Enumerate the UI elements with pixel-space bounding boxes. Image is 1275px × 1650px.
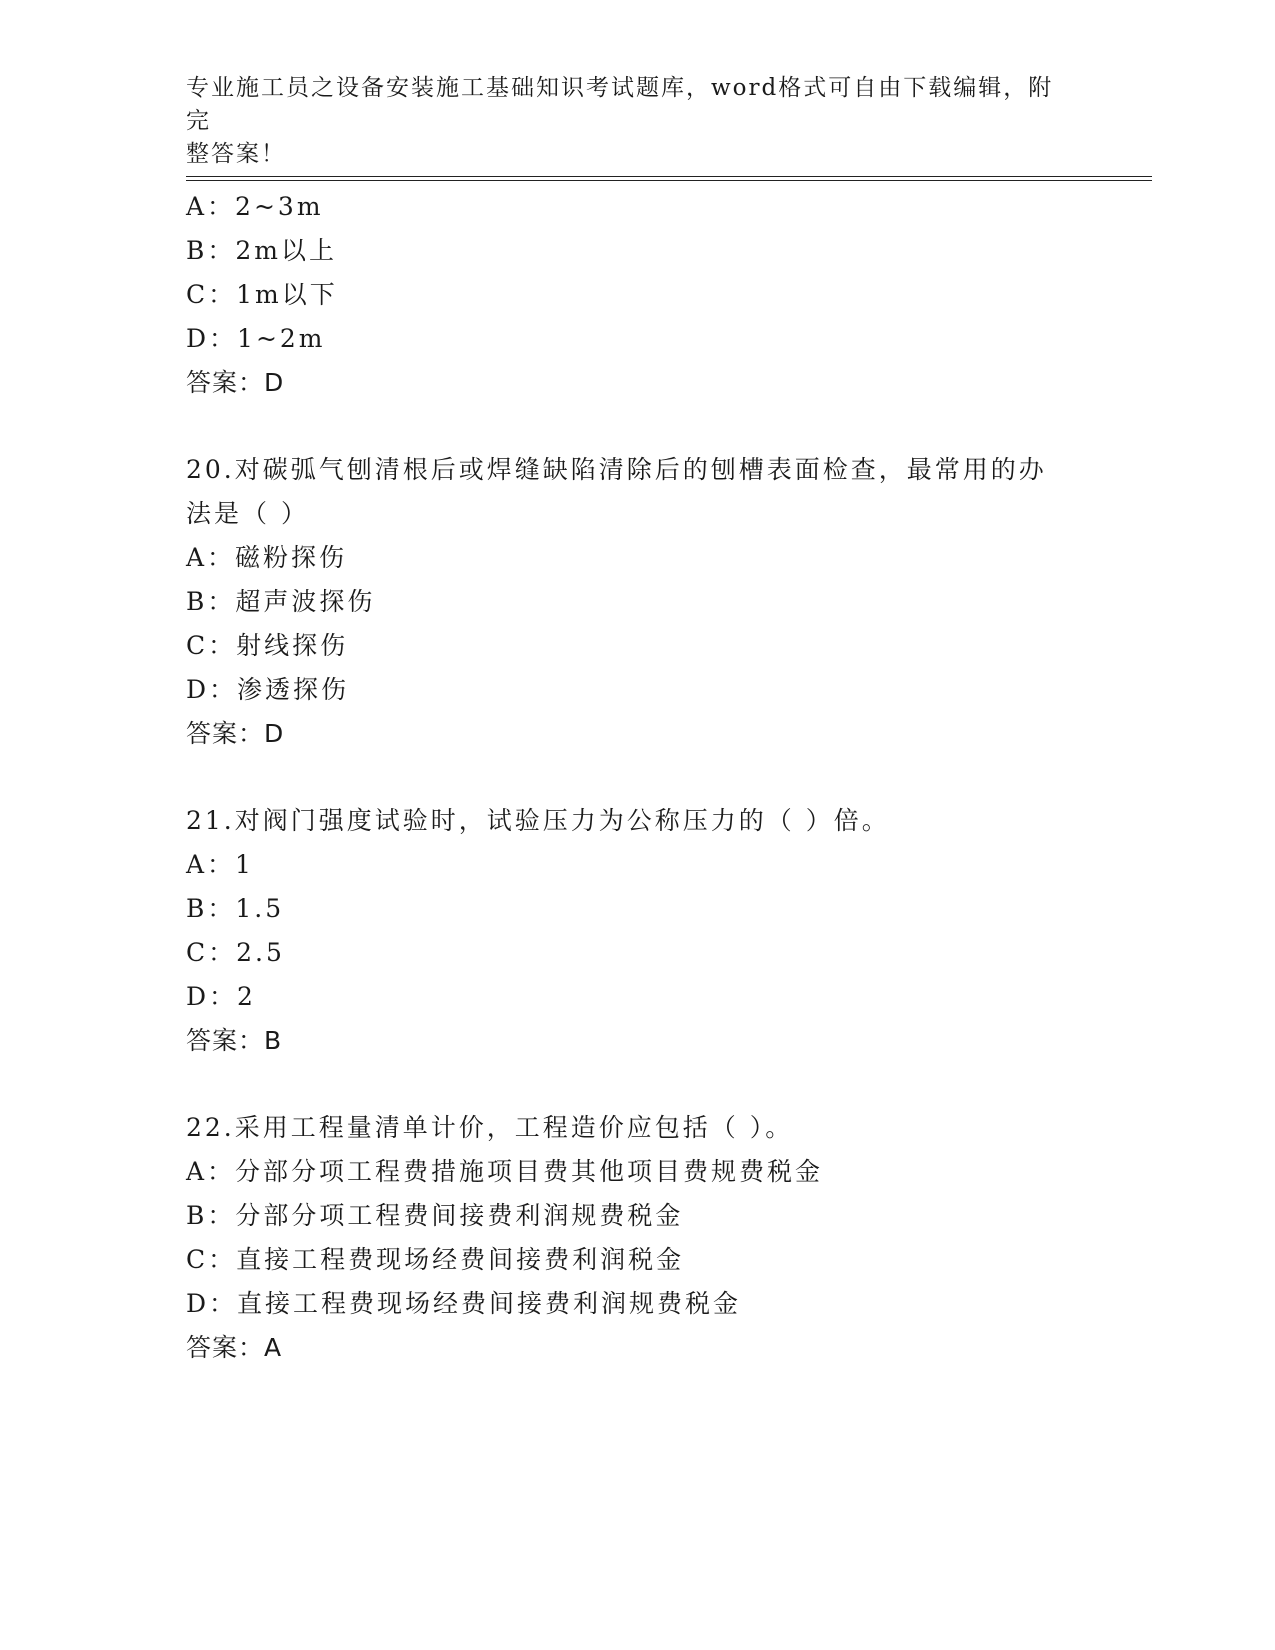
header-line-2: 整答案！ — [186, 141, 286, 167]
header-divider-double — [186, 180, 1152, 181]
header-line-1: 专业施工员之设备安装施工基础知识考试题库，word格式可自由下载编辑，附完 — [186, 75, 1054, 134]
q21-option-c: C：2.5 — [186, 938, 285, 967]
q22-option-d: D：直接工程费现场经费间接费利润规费税金 — [186, 1289, 742, 1318]
q19-option-a: A：2~3m — [186, 192, 324, 221]
q21-option-b: B：1.5 — [186, 894, 285, 923]
q22-stem: 22.采用工程量清单计价，工程造价应包括（ ）。 — [186, 1113, 794, 1142]
q21-option-d: D：2 — [186, 982, 256, 1011]
q20-option-d: D：渗透探伤 — [186, 675, 350, 704]
q20-answer: 答案：D — [186, 719, 285, 748]
header-divider — [186, 176, 1152, 177]
q22-option-c: C：直接工程费现场经费间接费利润税金 — [186, 1245, 685, 1274]
q20-option-b: B：超声波探伤 — [186, 587, 376, 616]
q22-answer: 答案：A — [186, 1333, 283, 1362]
document-header — [186, 72, 1066, 171]
q19-option-b: B：2m以上 — [186, 236, 337, 265]
q22-option-a: A：分部分项工程费措施项目费其他项目费规费税金 — [186, 1157, 824, 1186]
q20-stem-line-1: 20.对碳弧气刨清根后或焊缝缺陷清除后的刨槽表面检查，最常用的办 — [186, 455, 1047, 484]
q21-option-a: A：1 — [186, 850, 254, 879]
q21-stem: 21.对阀门强度试验时，试验压力为公称压力的（ ）倍。 — [186, 806, 890, 835]
q20-stem-line-2: 法是（ ） — [186, 499, 309, 528]
q19-option-c: C：1m以下 — [186, 280, 338, 309]
q19-option-d: D：1~2m — [186, 324, 326, 353]
q21-answer: 答案：B — [186, 1026, 283, 1055]
q22-option-b: B：分部分项工程费间接费利润规费税金 — [186, 1201, 684, 1230]
q19-answer: 答案：D — [186, 368, 285, 397]
q20-option-a: A：磁粉探伤 — [186, 543, 348, 572]
q20-option-c: C：射线探伤 — [186, 631, 349, 660]
